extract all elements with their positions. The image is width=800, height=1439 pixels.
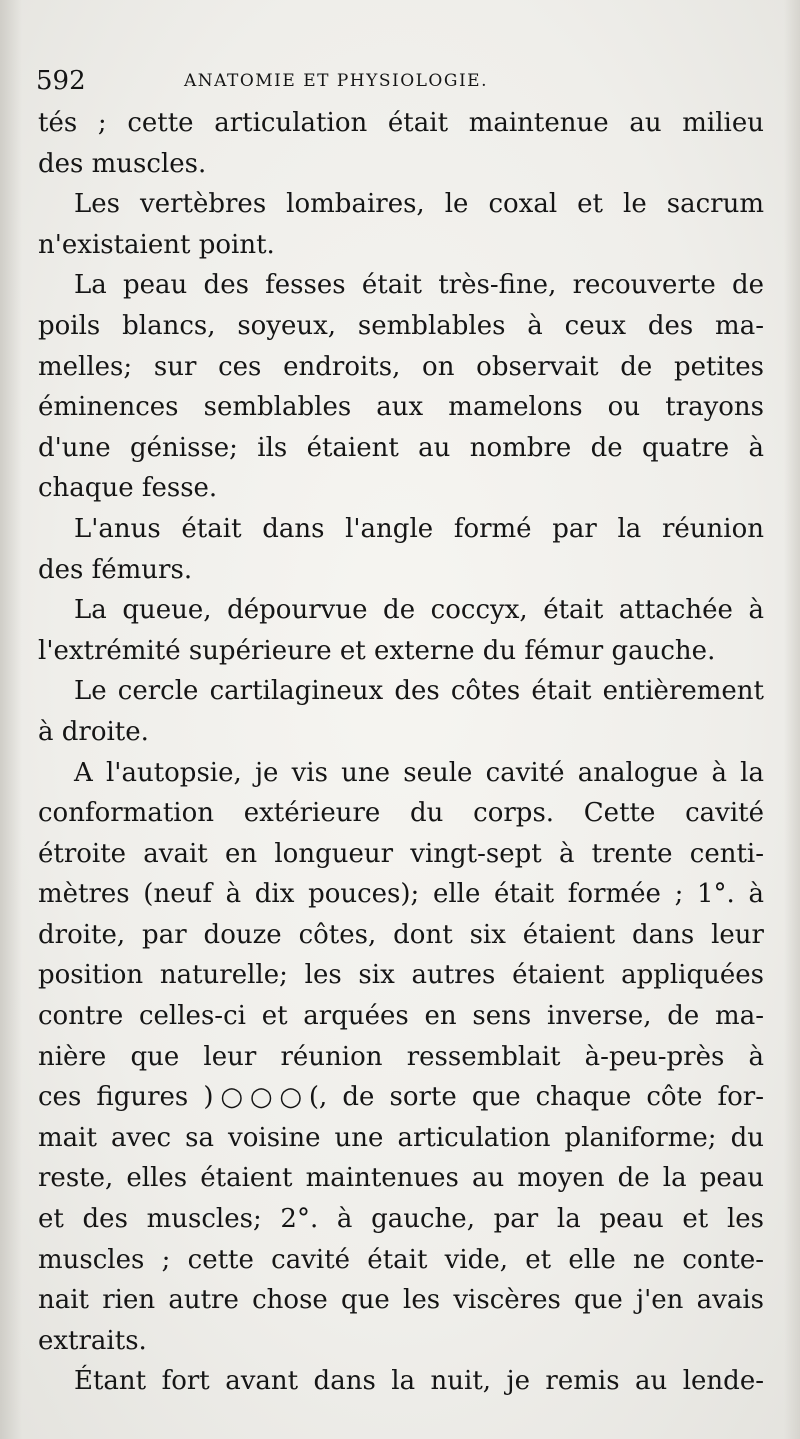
text-line: tés ; cette articulation était maintenue au milieu: [38, 108, 764, 138]
body-text: [38, 103, 764, 1402]
text-line: melles; sur ces endroits, on observait de petites: [38, 351, 764, 382]
text-line: l'extrémité supérieure et externe du fémur gauche.: [38, 635, 716, 666]
text-line: La peau des fesses était très-fine, recouverte de: [74, 270, 764, 301]
text-line: d'une génisse; ils étaient au nombre de quatre à: [38, 432, 764, 463]
text-line: des muscles.: [38, 148, 207, 179]
running-title: ANATOMIE ET PHYSIOLOGIE.: [184, 71, 488, 91]
text-line: des fémurs.: [38, 554, 193, 585]
text-line: muscles ; cette cavité était vide, et elle ne conte-: [38, 1244, 764, 1275]
text-line: reste, elles étaient maintenues au moyen de la peau: [38, 1163, 764, 1194]
text-line: éminences semblables aux mamelons ou trayons: [38, 392, 764, 423]
text-line: La queue, dépourvue de coccyx, était attachée à: [74, 595, 764, 626]
text-line: position naturelle; les six autres étaient appliquées: [38, 960, 764, 991]
page-left-shadow: [0, 0, 22, 1439]
text-line: droite, par douze côtes, dont six étaient dans leur: [38, 919, 764, 950]
page-number: 592: [36, 66, 86, 96]
text-line: nait rien autre chose que les viscères que j'en avais: [38, 1285, 764, 1316]
text-line: Étant fort avant dans la nuit, je remis au lende-: [74, 1366, 764, 1397]
text-line: et des muscles; 2°. à gauche, par la peau et les: [38, 1204, 764, 1235]
text-line: Les vertèbres lombaires, le coxal et le sacrum: [74, 189, 764, 220]
text-line: chaque fesse.: [38, 473, 218, 504]
text-line: ces figures )○○○(, de sorte que chaque côte for-: [38, 1082, 764, 1113]
text-line: mètres (neuf à dix pouces); elle était formée ; 1°. à: [38, 879, 764, 910]
text-line: n'existaient point.: [38, 229, 275, 260]
text-line: extraits.: [38, 1325, 147, 1356]
text-line: étroite avait en longueur vingt-sept à trente centi-: [38, 838, 764, 869]
text-line: contre celles-ci et arquées en sens inverse, de ma-: [38, 1001, 764, 1032]
text-line: conformation extérieure du corps. Cette cavité: [38, 798, 764, 829]
text-line: mait avec sa voisine une articulation planiforme; du: [38, 1122, 764, 1153]
text-line: poils blancs, soyeux, semblables à ceux des ma-: [38, 310, 764, 341]
page-right-shadow: [784, 0, 800, 1439]
text-line: A l'autopsie, je vis une seule cavité analogue à la: [74, 757, 764, 788]
text-line: nière que leur réunion ressemblait à-peu-près à: [38, 1041, 764, 1072]
page-header: [36, 64, 766, 98]
text-line: à droite.: [38, 716, 149, 747]
text-line: Le cercle cartilagineux des côtes était entièrement: [74, 676, 764, 707]
text-line: L'anus était dans l'angle formé par la réunion: [74, 513, 764, 544]
